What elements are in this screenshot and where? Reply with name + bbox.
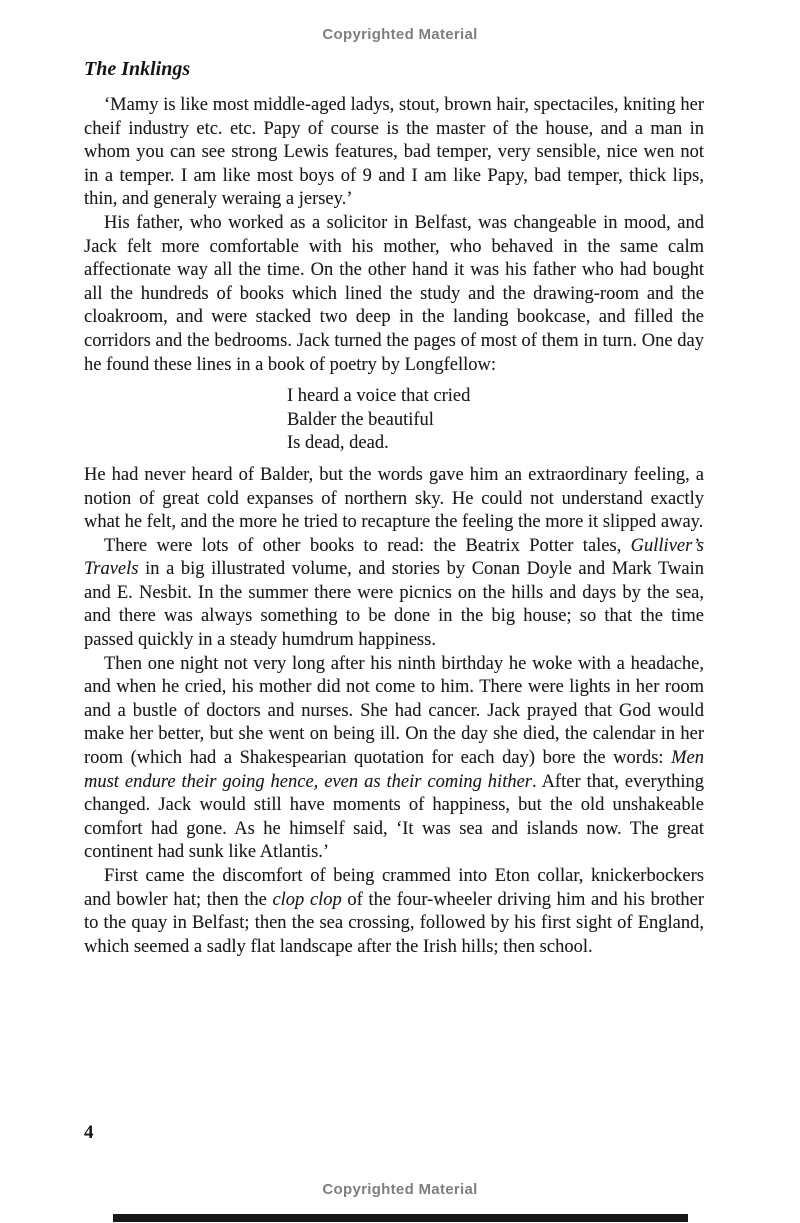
text-run: First came the discomfort of being crammed into Eton collar, knickerbockers and bowler hat; then the <box>84 866 704 910</box>
copyright-notice-top: Copyrighted Material <box>322 26 478 43</box>
italic-phrase: Gulliver’s Travels <box>84 535 704 580</box>
italic-phrase: Men must endure their going hence, even as their coming hither <box>84 748 704 792</box>
text-run: He had never heard of Balder, but the words gave him an extraordinary feeling, a notion of great cold expanses of northern sky. He could not understand exactly what he felt, and the more he tried to recapture the feeling the more it slipped away. <box>84 464 704 533</box>
text-run: . After that, everything changed. Jack would still have moments of happiness, but the old unshakeable comfort had gone. As he himself said, ‘It was sea and islands now. The great continent had sunk like Atlantis.’ <box>84 771 704 863</box>
paragraph <box>84 94 704 212</box>
scan-edge-bar <box>113 1214 688 1222</box>
text-run: of the four-wheeler driving him and his brother to the quay in Belfast; then the sea crossing, followed by his first sight of England, which seemed a sadly flat landscape after the Irish hills; then school. <box>84 889 704 957</box>
text-run: Then one night not very long after his ninth birthday he woke with a headache, and when he cried, his mother did not come to him. There were lights in her room and a bustle of doctors and nurses. She had cancer. Jack prayed that God would make her better, but she went on being ill. On the day she died, the calendar in her room (which had a Shakespearian quotation for each day) bore the words: <box>84 653 704 769</box>
verse-line: I heard a voice that cried <box>287 386 471 407</box>
verse-line: Balder the beautiful <box>287 409 434 430</box>
italic-phrase: clop clop <box>272 889 342 910</box>
running-header: The Inklings <box>84 58 191 80</box>
text-run: There were lots of other books to read: the Beatrix Potter tales, <box>104 535 631 556</box>
verse-quote <box>287 385 704 456</box>
paragraph <box>84 464 704 535</box>
verse-line: Is dead, dead. <box>287 433 389 454</box>
text-run: in a big illustrated volume, and stories by Conan Doyle and Mark Twain and E. Nesbit. In the summer there were picnics on the hills and days by the sea, and there was always something to be done in the big house; so that the time passed quickly in a steady humdrum happiness. <box>84 559 704 651</box>
paragraph <box>84 212 704 377</box>
text-run: His father, who worked as a solicitor in Belfast, was changeable in mood, and Jack felt more comfortable with his mother, who behaved in the same calm affectionate way all the time. On the other hand it was his father who had bought all the hundreds of books which lined the study and the drawing-room and the cloakroom, and were stacked two deep in the landing bookcase, and filled the corridors and the bedrooms. Jack turned the pages of most of them in turn. One day he found these lines in a book of poetry by Longfellow: <box>84 212 704 375</box>
copyright-notice-bottom: Copyrighted Material <box>322 1181 478 1198</box>
paragraph <box>84 535 704 653</box>
page-number: 4 <box>84 1122 94 1143</box>
paragraph <box>84 653 704 865</box>
text-run: ‘Mamy is like most middle-aged ladys, stout, brown hair, spectaciles, kniting her cheif industry etc. etc. Papy of course is the master of the house, and a man in whom you can see strong Lewis features, bad temper, very sensible, nice wen not in a temper. I am like most boys of 9 and I am like Papy, bad temper, thick lips, thin, and generaly weraing a jersey.’ <box>84 95 704 210</box>
paragraph <box>84 865 704 959</box>
page-body <box>84 94 704 959</box>
